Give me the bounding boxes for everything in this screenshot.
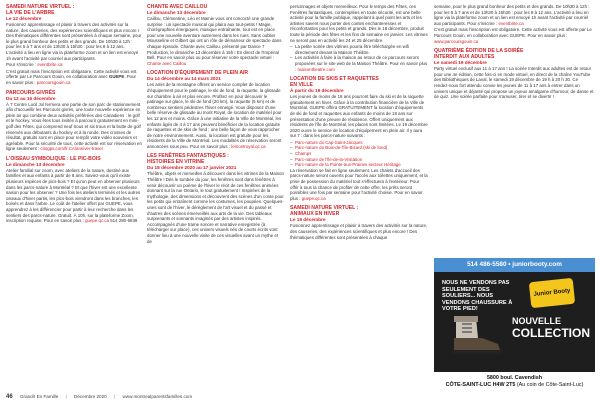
event-description — [434, 4, 594, 26]
event-text: semaine, pour le plus grand bonheur des petits et des grands. De 10h30 à 12h : pour les 5 à 7 ans et de 13h30 à 15h30 : pour les 8 à 12 ans. L'activité a lieu en ligne via la plateforme zoom et un lien est envoyé 1h avant l'activité par courriel aux participants. Pour s'inscrire : — [434, 4, 590, 26]
event-heading-line2: ANIMAUX EN HIVER — [290, 211, 340, 218]
column-2 — [147, 4, 284, 392]
event-date: Le dimanche 13 décembre — [6, 161, 65, 167]
event-heading-line2: EN VILLE — [290, 82, 313, 89]
info-text-2: . Pour en savoir plus : — [6, 74, 137, 85]
ad-title-line1: NOUVELLE — [512, 316, 562, 326]
column-1 — [6, 4, 142, 392]
caillou-link[interactable]: Chante avec Caillou — [147, 60, 187, 66]
junior-booty-logo: Junior Booty — [529, 278, 575, 308]
list-item: – La petite soirée des vitrines pourra être téléchargée en wifi directement devant la Maison Théâtre. — [290, 44, 428, 55]
event-heading: L'OISEAU SYMBOLIQUE : LE PIC-BOIS — [6, 155, 101, 162]
event-heading-line2: LA VIE DE L'ARBRE — [6, 10, 55, 16]
boot-foot — [454, 338, 500, 350]
event-more-info — [434, 27, 594, 44]
ad-slogan: NOUS NE VENDONS PAS SEULEMENT DES SOULIERS... NOUS VENDONS CHAUSSURE À VOTRE PIED! — [442, 280, 513, 313]
event-heading: CHANTE AVEC CAILLOU — [147, 4, 208, 10]
event-date: Le 19 décembre — [290, 217, 326, 223]
event-more-info — [6, 69, 142, 86]
magazine-url[interactable]: www.montrealparentsfamilles.com — [122, 394, 193, 399]
ad-title-line2: COLLECTION — [512, 326, 590, 340]
info-text: C'est gratuit mais l'inscription est obligatoire. Cette activité vous est offerte par Le Parcours Gouin, en collaboration avec — [6, 68, 137, 80]
reservation-link[interactable]: citogps.com/fr.CA/anniver-travel — [40, 146, 103, 152]
eventbrite-link[interactable]: eventbrite.ca — [498, 20, 524, 26]
event-heading: QUATRIÈME ÉDITION DE LA SOIRÉE — [434, 48, 524, 55]
event-text: C'est gratuit mais l'inscription est obligatoire. Cette activité vous est offerte par Le Parcours Gouin, en collaboration avec GUEPE. Pour en savoir plus : — [434, 27, 592, 38]
event-description: Party virtuel exclusif aux 11 à 17 ans ! La soirée Interdit aux adultes est de retour pour une 4e édition, cette fois-ci en mode virtuel, en direct de la chaîne YouTube des Bibliothèques de Laval, le samedi 19 décembre de 19 h à 20 h 30. Ce rendez-vous fort attendu convie les jeunes de 11 à 17 ans à entrer dans un univers unique et déjanté qui propose un joyeux amalgame d'humour, de danse et de quiz. Une soirée parfaite pour s'amuser, tirer et se divertir ! — [434, 66, 594, 100]
event-heading: PARCOURS GIVRÉS — [6, 89, 56, 96]
event-reservation-info — [290, 168, 428, 202]
boot-image — [442, 316, 504, 356]
parc-link[interactable]: Parc-nature de l'Île-de-la-Visitation — [295, 156, 363, 162]
event-description: Théâtre, objets et merveilles à découvrir dans les vitrines de la Maison Théâtre ! Dès le tombée du jour, les fenêtres sont dans fenêtres à venir découvrir un poème de l'hiver le récit de ces fenêtres animées donnant sur la rue Ontario, le tout gratuitement ! Inspirées de la mythologie, des dimensions et découvrent des scènes d'un conte pour les petits qui entraînent comme les costumes, les poupées. Quelques-unes sont de l'hiver, le dérèglement de l'art visuel et du passé et d'autres des scènes émerveillés aux arts de la vie. Des tableaux surprenants et sonnants imaginés par des artistes inspirés. Accompagnés d'une trame sonore et narrative enregistrée (à télécharger sur place), ces univers visuels nés de courts écrits vont donner lieu à une nouvelle visite de ces visuelles avant un mythe et de — [147, 171, 284, 244]
footer-divider: | — [65, 394, 67, 399]
event-heading-line2: HISTOIRES EN VITRINE — [147, 159, 205, 166]
event-interdit-adultes — [434, 48, 594, 100]
event-date: Le samedi 19 décembre — [434, 60, 487, 66]
guepe-name: GUEPE — [108, 74, 125, 80]
column-4 — [434, 4, 594, 256]
event-date: Le dimanche 13 décembre — [147, 10, 206, 15]
event-location-skis — [290, 76, 428, 201]
event-description: personnages et objets merveilleux. Pour le temps des Fêtes, ces Fenêtres fantastiques, contemplées en toute sécurité, est une belle activité pour la famille publique, rappelant à quel point les arts et les artistes savent nous porter des contes enchanteresses et réconfortantes pour les petits et grands. Dès le 18 décembre, produit toute la période des fêtes et les fins de semaine en janvier. Les vitrines ne seront pas en activité les 24 et 25 décembre. — [290, 4, 428, 43]
column-3 — [290, 4, 428, 392]
event-description: Les jeunes de moins de 18 ans pourront faire du ski et de la raquette gratuitement en hiver. Grâce à la contribution financière de la Ville de Montréal, GUEPE offrira GRATUITEMENT la location d'équipements de ski de fond et raquettes aux enfants de moins de 18 ans sur présentation d'une preuve de résidence. Offert uniquement aux résidents de l'île de Montréal, les places sont limitées. Le 19 décembre 2020 ouvre le service de location d'équipement en plein air. Il y aura sur 7 : dans les parcs-nature suivants : — [290, 94, 428, 139]
event-heading: LES FENÊTRES FANTASTIQUES : — [147, 153, 229, 160]
event-date: Le 12 décembre — [6, 16, 42, 21]
event-description — [147, 16, 284, 66]
event-description: Fusionnez apprentissage et plaisir à travers des activités sur la nature, des causeries, des expériences scientifiques et plus encore ! Des thématiques différentes sont présentées à chaque semaine, pour le plus grand bonheur des petits et des grands. De 10h30 à 12h : pour les 5 à 7 ans et de 13h30 à 15h30 : pour les 8 à 12 ans. L'activité a lieu en ligne via la plateforme zoom et un lien est envoyé 1h avant l'activité par courriel aux participants. — [6, 22, 142, 61]
ad-corner: (Au coin de Côte-Saint-Luc) — [516, 382, 584, 388]
event-text: À 7 Centre Lucil Jol fermera une partie de son parc de stationnement afin d'accueillir les Parcours givrés, une toute nouvelle expérience en plein air qui combine deux activités préférées des Canadiens : le golf et le hockey. Vous êtes tous invités à parcourir gratuitement en mini-golf des Fêtes, qui comprend neuf trous et six trous et la butte de golf réservés aux débutants du hockey et à la ronde. Des crosses de résultat, gratuits sont en place pour remplir votre vidéo souvenirs et agréable. Pour la sécurité de tous, cette activité est sur réservation en ligne seulement : — [6, 101, 142, 152]
eventbrite-link[interactable]: eventbrite.ca — [37, 62, 63, 68]
issue-date: Décembre 2020 — [74, 394, 107, 399]
footer-divider: | — [114, 394, 116, 399]
list-item[interactable] — [290, 162, 428, 168]
maisontheatre-link[interactable]: maisontheatre.com — [297, 66, 335, 72]
event-heading: LOCATION D'ÉQUIPEMENT DE PLEIN AIR — [147, 70, 249, 77]
page-footer — [6, 392, 594, 402]
guepe-link[interactable]: guepe.qc.ca — [301, 195, 326, 201]
event-heading: SAMEDI NATURE VIRTUEL : — [6, 4, 75, 10]
ad-address: 5800 boul. Cavendish — [486, 375, 543, 381]
event-text: Caillou, Clémentine, Léo et Mamie vous ont concocté une grande surprise : un spectacle musical qui plaira aux tout-petits ! Magie, chorégraphies énergiques, musique entraînante, tout est en place pour une nouvelle aventure autrement dans les rues. Sans oublier Mousseline et Gilbert qui ont un rôle de démarreur de spectacle dans chaque épisode. Chante avec Caillou, présenté par Dance 7 Production, le dimanche 13 décembre à 15h ! En direct de l'Impérial Bell. Pour en savoir plus ou pour réserver votre spectacle virtuel : — [147, 16, 282, 61]
junior-booty-ad[interactable] — [434, 258, 595, 394]
parcs-nature-list — [290, 140, 428, 168]
phone-number: 514 280-6839 — [109, 218, 138, 224]
parc-link[interactable]: Parc-nature de la Pointe-aux-Prairies secteur Héritage — [295, 162, 401, 168]
event-date: À partir du 19 décembre — [290, 88, 344, 94]
event-date: Du 18 décembre 2020 au 17 janvier 2021 — [147, 165, 237, 171]
event-chante-caillou — [147, 4, 284, 66]
lemontroyal-link[interactable]: lemontroyal.qc.ca — [231, 143, 266, 149]
parcoursgouin-link[interactable]: www.parcoursgouin.ca — [434, 38, 479, 44]
parc-link[interactable]: Champs — [295, 151, 312, 157]
event-date: Du 12 au 16 décembre — [6, 95, 56, 101]
parcoursgouin-link[interactable]: parcoursgouin.ca — [36, 79, 71, 85]
event-description: Fusionnez apprentissage et plaisir à travers des activités sur la nature, des causeries, des expériences scientifiques et plus encore ! Des thématiques différentes sont présentées à chaque — [290, 223, 428, 240]
event-fenetres-continued — [290, 4, 428, 72]
event-parcours-givres — [6, 90, 142, 152]
event-heading-line2: INTERDIT AUX ADULTES — [434, 54, 495, 61]
event-notes-list — [290, 44, 428, 72]
parc-link[interactable]: Parc-nature du Cap-Saint-Jacques — [295, 139, 363, 145]
event-heading: LOCATION DE SKIS ET RAQUETTES — [290, 76, 379, 83]
event-description — [6, 168, 142, 224]
list-item — [290, 55, 428, 72]
parc-link[interactable]: Parc-nature du Bois-de-l'Île-Bizard (ski de fond) — [295, 145, 388, 151]
event-samedi-nature-arbre — [6, 4, 142, 86]
event-signup — [6, 62, 142, 68]
boot-sole — [452, 350, 502, 354]
event-date: Du 14 décembre au 14 mars 2021 — [147, 76, 221, 82]
page-number: 46 — [6, 394, 13, 400]
ad-city: CÔTE-SAINT-LUC H4W 2T5 — [445, 382, 516, 388]
event-description — [6, 102, 142, 152]
boot-cuff — [454, 316, 478, 322]
ad-address-line2 — [434, 382, 595, 389]
event-pic-bois — [6, 156, 142, 224]
event-samedi-nature-animaux — [290, 205, 428, 240]
event-samedi-nature-continued — [434, 4, 594, 44]
list-item-text: Les activités à faire à la maison au retour de ce parcours seront proposées sur le site web de la Maison Théâtre. Pour en savoir plus : — [295, 55, 428, 72]
event-text: La réservation se fait en ligne seulement. Les chalets d'accueil des parcs-nature seront ouverts pour l'accès aux toilettes uniquement, et la prise de possession du matériel tout s'effectuera à l'extérieur. Pour offrir à tous la chance de profiter de cette offre, les prêts seront possibles une fois par semaine pour l'activité choisie. Pour en savoir plus : — [290, 167, 428, 201]
signup-label: Pour s'inscrire : — [6, 62, 38, 68]
event-location-plein-air — [147, 70, 284, 149]
ad-address-strip — [434, 372, 595, 394]
ad-phone-banner: 514 486-5580 • juniorbooty.com — [434, 258, 595, 272]
event-text: Atelier familial sur zoom, avec ateliers de la nature, destiné aux familles et aux enfants à partir de 8 ans. Saviez-vous qu'il existe plusieurs espèces de pics-bois ? Et qu'on peut en observer plusieurs dans les parcs-nature à Montréal ? Et que l'hiver est une excellente saison pour les observer ? Une fois les ateliers terminés et les autres oiseaux d'hiver partis, les pics-bois viendront dans les branches, les boisés et dans l'arbre. Le coût de l'atelier offert par GUEPE, vous apprendrez à les différencier pour partir à leur recherche dans les sentiers des parcs-nature. Gratuit. À 10h, sur la plateforme Zoom, inscription requise. Pour en savoir plus : — [6, 167, 141, 224]
event-text: Les amis de la montagne offrent un service complet de location d'équipement pour le patinage, le ski de fond, la raquette, la glissade sur chambre à air et plus encore. Profitez en pour découvrir le patinage sur glace, le ski de fond (20 km), la raquette (5 km) et de nombreux sentiers pédestres l'hiver enneigé. Vous disposez d'une belle réserve de glissade au mont Royal, de location de matériel pour les 12 ans et moins. Grâce à une initiative de la Ville de Montréal, les enfants âgés de 4 à 17 ans peuvent bénéficier de la location gratuite de raquettes et de skis de fond ; une belle façon de vous rapprocher de notre environnement. Aussi, la location est gratuite pour les résidents de la Ville de Montréal. Les modalités de réservation seront annoncées sous peu. Pour en savoir plus : — [147, 82, 282, 149]
event-description — [147, 82, 284, 149]
event-fenetres-fantastiques — [147, 153, 284, 244]
event-heading: SAMEDI NATURE VIRTUEL : — [290, 205, 359, 212]
guepe-link[interactable]: guepe.qc.ca — [85, 218, 110, 224]
magazine-name: Grandir En Famille — [19, 394, 59, 399]
